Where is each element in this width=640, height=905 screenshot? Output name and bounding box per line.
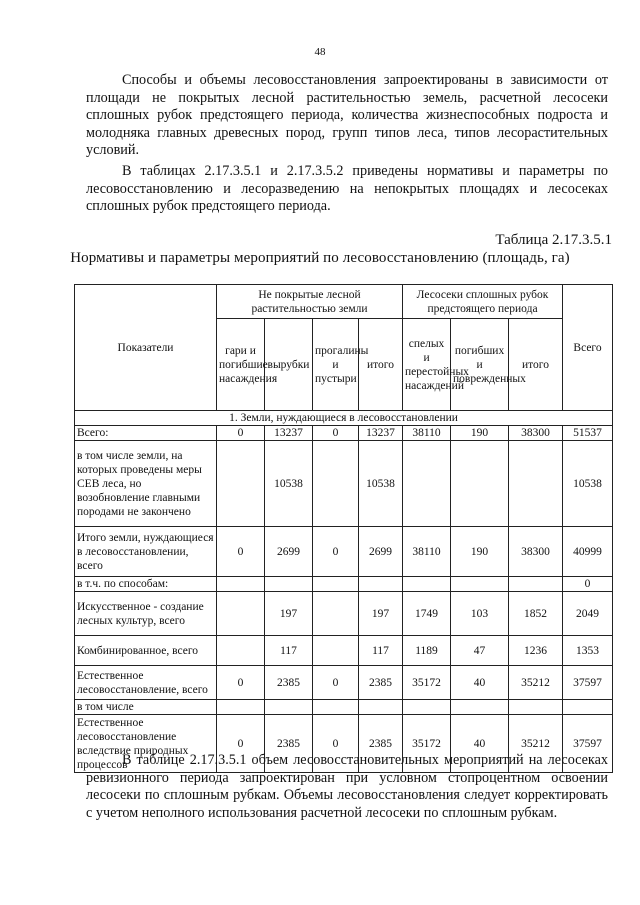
header-uncovered-lands: Не покрытые лесной растительностью земли bbox=[217, 285, 403, 319]
cell-value: 38300 bbox=[509, 527, 563, 577]
cell-value: 35172 bbox=[403, 666, 451, 700]
cell-value: 35212 bbox=[509, 666, 563, 700]
cell-value: 38110 bbox=[403, 426, 451, 441]
section-title: 1. Земли, нуждающиеся в лесовосстановлении bbox=[75, 411, 613, 426]
cell-value bbox=[217, 700, 265, 715]
table-title: Нормативы и параметры мероприятий по лесовосстановлению (площадь, га) bbox=[70, 250, 570, 266]
row-label: Естественное лесовосстановление, всего bbox=[75, 666, 217, 700]
cell-value: 0 bbox=[217, 426, 265, 441]
table-header-row bbox=[75, 285, 613, 319]
cell-value bbox=[509, 577, 563, 592]
row-label: в т.ч. по способам: bbox=[75, 577, 217, 592]
cell-value: 2385 bbox=[265, 715, 313, 773]
cell-value: 0 bbox=[217, 527, 265, 577]
cell-value: 35212 bbox=[509, 715, 563, 773]
cell-value: 37597 bbox=[563, 666, 613, 700]
table-row bbox=[75, 592, 613, 636]
cell-value: 1852 bbox=[509, 592, 563, 636]
cell-value: 10538 bbox=[265, 441, 313, 527]
cell-value: 40 bbox=[451, 666, 509, 700]
cell-value: 40 bbox=[451, 715, 509, 773]
cell-value: 38300 bbox=[509, 426, 563, 441]
table-label: Таблица 2.17.3.5.1 bbox=[495, 232, 612, 248]
cell-value bbox=[313, 577, 359, 592]
cell-value: 2385 bbox=[265, 666, 313, 700]
cell-value bbox=[509, 441, 563, 527]
row-label: в том числе земли, на которых проведены меры СЕВ леса, но возобновление главными породами не закончено bbox=[75, 441, 217, 527]
tables-reference-paragraph: В таблицах 2.17.3.5.1 и 2.17.3.5.2 приведены нормативы и параметры по лесовосстановлению и лесоразведению на непокрытых площадях и лесосеках сплошных рубок предстоящего периода. bbox=[86, 163, 608, 215]
table-row bbox=[75, 527, 613, 577]
table-row bbox=[75, 441, 613, 527]
header-mature-overmature: спелых и перестойных насаждений bbox=[403, 319, 451, 411]
cell-value: 190 bbox=[451, 527, 509, 577]
cell-value: 1189 bbox=[403, 636, 451, 666]
cell-value: 37597 bbox=[563, 715, 613, 773]
row-label: Комбинированное, всего bbox=[75, 636, 217, 666]
table-row bbox=[75, 426, 613, 441]
table-row bbox=[75, 666, 613, 700]
cell-value: 117 bbox=[265, 636, 313, 666]
page-number: 48 bbox=[314, 46, 326, 58]
cell-value: 2699 bbox=[265, 527, 313, 577]
cell-value: 1353 bbox=[563, 636, 613, 666]
cell-value: 47 bbox=[451, 636, 509, 666]
cell-value bbox=[451, 441, 509, 527]
cell-value: 0 bbox=[313, 715, 359, 773]
row-label: Всего: bbox=[75, 426, 217, 441]
cell-value: 1749 bbox=[403, 592, 451, 636]
cell-value: 2385 bbox=[359, 666, 403, 700]
cell-value bbox=[451, 700, 509, 715]
cell-value bbox=[509, 700, 563, 715]
closing-paragraph: В таблице 2.17.3.5.1 объем лесовосстановительных мероприятий на лесосеках ревизионного периода запроектирован при условном стопроцентном освоении лесосеки по сплошным рубкам. Объемы лесовосстановления следует корректировать с учетом неполного использования расчетной лесосеки по сплошным рубкам. bbox=[86, 752, 608, 821]
cell-value: 0 bbox=[563, 577, 613, 592]
cell-value bbox=[451, 577, 509, 592]
cell-value: 0 bbox=[217, 666, 265, 700]
cell-value: 51537 bbox=[563, 426, 613, 441]
cell-value: 0 bbox=[217, 715, 265, 773]
cell-value bbox=[313, 441, 359, 527]
section-row bbox=[75, 411, 613, 426]
row-label: Искусственное - создание лесных культур, всего bbox=[75, 592, 217, 636]
cell-value: 190 bbox=[451, 426, 509, 441]
table-row bbox=[75, 636, 613, 666]
cell-value: 117 bbox=[359, 636, 403, 666]
cell-value bbox=[265, 700, 313, 715]
cell-value bbox=[359, 577, 403, 592]
header-glades-wastelands: прогалины и пустыри bbox=[313, 319, 359, 411]
cell-value: 2385 bbox=[359, 715, 403, 773]
cell-value: 197 bbox=[359, 592, 403, 636]
cell-value: 197 bbox=[265, 592, 313, 636]
header-total: Всего bbox=[563, 285, 613, 411]
cell-value bbox=[217, 577, 265, 592]
table-row bbox=[75, 700, 613, 715]
intro-paragraph: Способы и объемы лесовосстановления запроектированы в зависимости от площади не покрытых лесной растительностью земель, расчетной лесосеки сплошных рубок предстоящего периода, количества жизнеспособных подроста и молодняка главных древесных пород, групп типов леса, типов лесорастительных условий. bbox=[86, 72, 608, 159]
cell-value: 103 bbox=[451, 592, 509, 636]
cell-value bbox=[313, 700, 359, 715]
cell-value bbox=[217, 636, 265, 666]
row-label: Итого земли, нуждающиеся в лесовосстановлении, всего bbox=[75, 527, 217, 577]
cell-value: 40999 bbox=[563, 527, 613, 577]
cell-value: 10538 bbox=[359, 441, 403, 527]
header-subtotal-1: итого bbox=[359, 319, 403, 411]
cell-value: 13237 bbox=[265, 426, 313, 441]
cell-value bbox=[563, 700, 613, 715]
cell-value: 2049 bbox=[563, 592, 613, 636]
cell-value: 2699 bbox=[359, 527, 403, 577]
cell-value: 0 bbox=[313, 666, 359, 700]
cell-value bbox=[359, 700, 403, 715]
header-burnt-dead: гари и погибшие насаждения bbox=[217, 319, 265, 411]
cell-value: 0 bbox=[313, 426, 359, 441]
cell-value bbox=[313, 636, 359, 666]
header-indicators: Показатели bbox=[75, 285, 217, 411]
row-label: в том числе bbox=[75, 700, 217, 715]
cell-value bbox=[217, 441, 265, 527]
cell-value bbox=[313, 592, 359, 636]
reforestation-table bbox=[74, 284, 613, 773]
cell-value: 0 bbox=[313, 527, 359, 577]
row-label: Естественное лесовосстановление вследствие природных процессов bbox=[75, 715, 217, 773]
cell-value bbox=[217, 592, 265, 636]
header-subtotal-2: итого bbox=[509, 319, 563, 411]
header-clear-cut-areas: Лесосеки сплошных рубок предстоящего периода bbox=[403, 285, 563, 319]
cell-value: 13237 bbox=[359, 426, 403, 441]
cell-value: 1236 bbox=[509, 636, 563, 666]
header-clearings: вырубки bbox=[265, 319, 313, 411]
cell-value bbox=[403, 577, 451, 592]
cell-value: 10538 bbox=[563, 441, 613, 527]
cell-value bbox=[403, 441, 451, 527]
header-dead-damaged: погибших и поврежденных bbox=[451, 319, 509, 411]
cell-value bbox=[403, 700, 451, 715]
cell-value bbox=[265, 577, 313, 592]
table-row bbox=[75, 577, 613, 592]
cell-value: 35172 bbox=[403, 715, 451, 773]
cell-value: 38110 bbox=[403, 527, 451, 577]
